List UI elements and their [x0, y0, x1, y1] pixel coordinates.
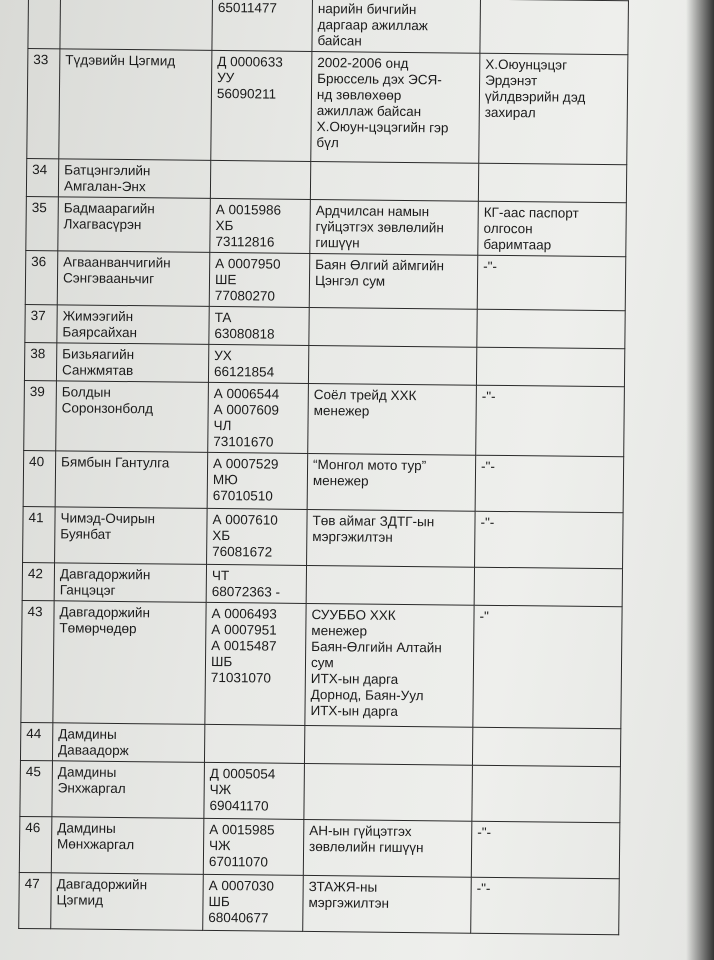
table-row: [27, 49, 628, 165]
note-cell: -"-: [476, 385, 625, 457]
table-body: [19, 0, 629, 935]
passport-info-cell: А 0015986 ХБ 73112816: [210, 198, 311, 253]
row-number-cell: 46: [19, 816, 52, 872]
table-row: [23, 506, 624, 568]
person-name-cell: Дамдины Мөнхжаргал: [51, 817, 204, 875]
row-number-cell: 34: [26, 158, 58, 196]
row-number-cell: 43: [21, 600, 54, 722]
passport-info-cell: А 0015985 ЧЖ 67011070: [203, 818, 304, 875]
table-row: [25, 304, 625, 348]
person-name-cell: Дамдины Даваадорж: [52, 723, 204, 763]
passport-info-cell: Д 0005054 ЧЖ 69041170: [204, 762, 305, 819]
person-name-cell: Батцэнгэлийн Амгалан-Энх: [58, 159, 210, 199]
row-number-cell: 36: [25, 250, 58, 304]
passport-info-cell: А 0007529 МЮ 67010510: [207, 452, 308, 509]
work-info-cell: ЗТАЖЯ-ны мэргэжилтэн: [303, 875, 472, 933]
note-cell: -"-: [475, 455, 624, 513]
work-info-cell: [304, 763, 473, 821]
person-name-cell: Давгадоржийн Цэгмид: [51, 873, 204, 931]
person-name-cell: [60, 0, 213, 50]
note-cell: [476, 347, 624, 387]
person-name-cell: Дамдины Энхжаргал: [52, 761, 205, 819]
note-cell: -"-: [471, 821, 620, 879]
passport-info-cell: А 0006544 А 0007609 ЧЛ 73101670: [208, 382, 309, 453]
work-info-cell: Баян Өлгий аймгийн Цэнгэл сум: [309, 253, 478, 309]
note-cell: Х.Оюунцэцэг Эрдэнэт үйлдвэрийн дэд захирал: [479, 53, 628, 165]
work-info-cell: [306, 565, 474, 605]
note-cell: [477, 309, 625, 349]
note-cell: КГ-аас паспорт олгосон баримтаар: [478, 201, 627, 257]
note-cell: -"-: [475, 511, 624, 569]
note-cell: [472, 765, 621, 823]
work-info-cell: 2002-2006 онд Брюссель дэх ЭСЯ- нд зөвлөхөөр ажиллаж байсан Х.Оюун-цэцэгийн гэр бүл: [311, 51, 480, 163]
person-name-cell: Бадмаарагийн Лхагвасүрэн: [58, 197, 211, 253]
table-row: [24, 342, 624, 386]
person-name-cell: Агваанванчигийн Сэнгэвааньчиг: [57, 251, 210, 307]
work-info-cell: СУУББО ХХК менежер Баян-Өлгийн Алтайн сум ИТХ-ын дарга Дорнод, Баян-Уул ИТХ-ын дарга: [305, 603, 474, 727]
row-number-cell: 40: [23, 450, 56, 506]
work-info-cell: [309, 307, 477, 347]
note-cell: [472, 727, 620, 767]
work-info-cell: [308, 345, 476, 385]
note-cell: -"-: [471, 877, 620, 935]
person-name-cell: Чимэд-Очирын Буянбат: [55, 507, 208, 565]
table-row: [22, 562, 622, 606]
note-cell: [478, 163, 626, 203]
table-row: [26, 196, 627, 256]
passport-info-cell: [210, 160, 310, 199]
passport-info-cell: А 0007950 ШЕ 77080270: [209, 252, 310, 307]
row-number-cell: 35: [26, 196, 59, 250]
table-row: [26, 158, 626, 202]
person-name-cell: Давгадоржийн Ганцэцэг: [54, 563, 206, 603]
note-cell: -": [473, 605, 622, 729]
table-row: [20, 722, 620, 766]
work-info-cell: “Монгол мото тур” менежер: [307, 453, 476, 511]
table-row: [25, 250, 626, 310]
note-cell: [474, 567, 622, 607]
passport-info-cell: А 0006493 А 0007951 А 0015487 ШБ 71031070: [205, 602, 306, 725]
row-number-cell: 39: [24, 380, 57, 450]
passport-info-cell: [204, 724, 304, 763]
passport-info-cell: 65011477: [212, 0, 313, 51]
row-number-cell: 44: [20, 722, 52, 760]
table-row: [19, 816, 620, 878]
work-info-cell: Ардчилсан намын гүйцэтгэх зөвлөлийн гишүүн: [310, 199, 479, 255]
person-name-cell: Болдын Соронзонболд: [56, 381, 209, 453]
row-number-cell: 38: [24, 342, 56, 380]
table-row: [28, 0, 629, 55]
work-info-cell: Төв аймаг ЗДТГ-ын мэргэжилтэн: [307, 509, 476, 567]
person-name-cell: Давгадоржийн Төмөрчөдөр: [53, 601, 206, 725]
passport-info-cell: А 0007610 ХБ 76081672: [207, 508, 308, 565]
note-cell: -"-: [477, 255, 626, 311]
person-name-cell: Жимээгийн Баярсайхан: [57, 305, 209, 345]
row-number-cell: 41: [23, 506, 56, 562]
row-number-cell: 33: [27, 49, 60, 159]
work-info-cell: АН-ын гүйцэтгэх зөвлөлийн гишүүн: [303, 819, 472, 877]
table-row: [21, 600, 622, 728]
passport-info-cell: УХ 66121854: [208, 344, 308, 383]
row-number-cell: 47: [19, 872, 52, 928]
people-table: [18, 0, 629, 935]
passport-info-cell: А 0007030 ШБ 68040677: [203, 874, 304, 931]
person-name-cell: Бизьяагийн Санжмятав: [56, 343, 208, 383]
table-row: [23, 450, 624, 512]
row-number-cell: 45: [20, 760, 53, 816]
work-info-cell: Соёл трейд ХХК менежер: [308, 383, 477, 455]
table-row: [20, 760, 621, 822]
passport-info-cell: ТА 63080818: [209, 306, 309, 345]
person-name-cell: Бямбын Гантулга: [55, 451, 208, 509]
passport-info-cell: Д 0000633 УУ 56090211: [211, 50, 312, 161]
page-edge-shadow: [686, 0, 714, 960]
work-info-cell: нарийн бичгийн даргаар ажиллаж байсан: [312, 0, 481, 53]
row-number-cell: [28, 0, 61, 49]
work-info-cell: [310, 161, 478, 201]
row-number-cell: 37: [25, 304, 57, 342]
passport-info-cell: ЧТ 68072363 -: [206, 564, 306, 603]
note-cell: [480, 0, 629, 55]
work-info-cell: [304, 725, 472, 765]
table-row: [19, 872, 620, 934]
row-number-cell: 42: [22, 562, 54, 600]
person-name-cell: Түдэвийн Цэгмид: [59, 49, 212, 161]
table-row: [24, 380, 625, 456]
